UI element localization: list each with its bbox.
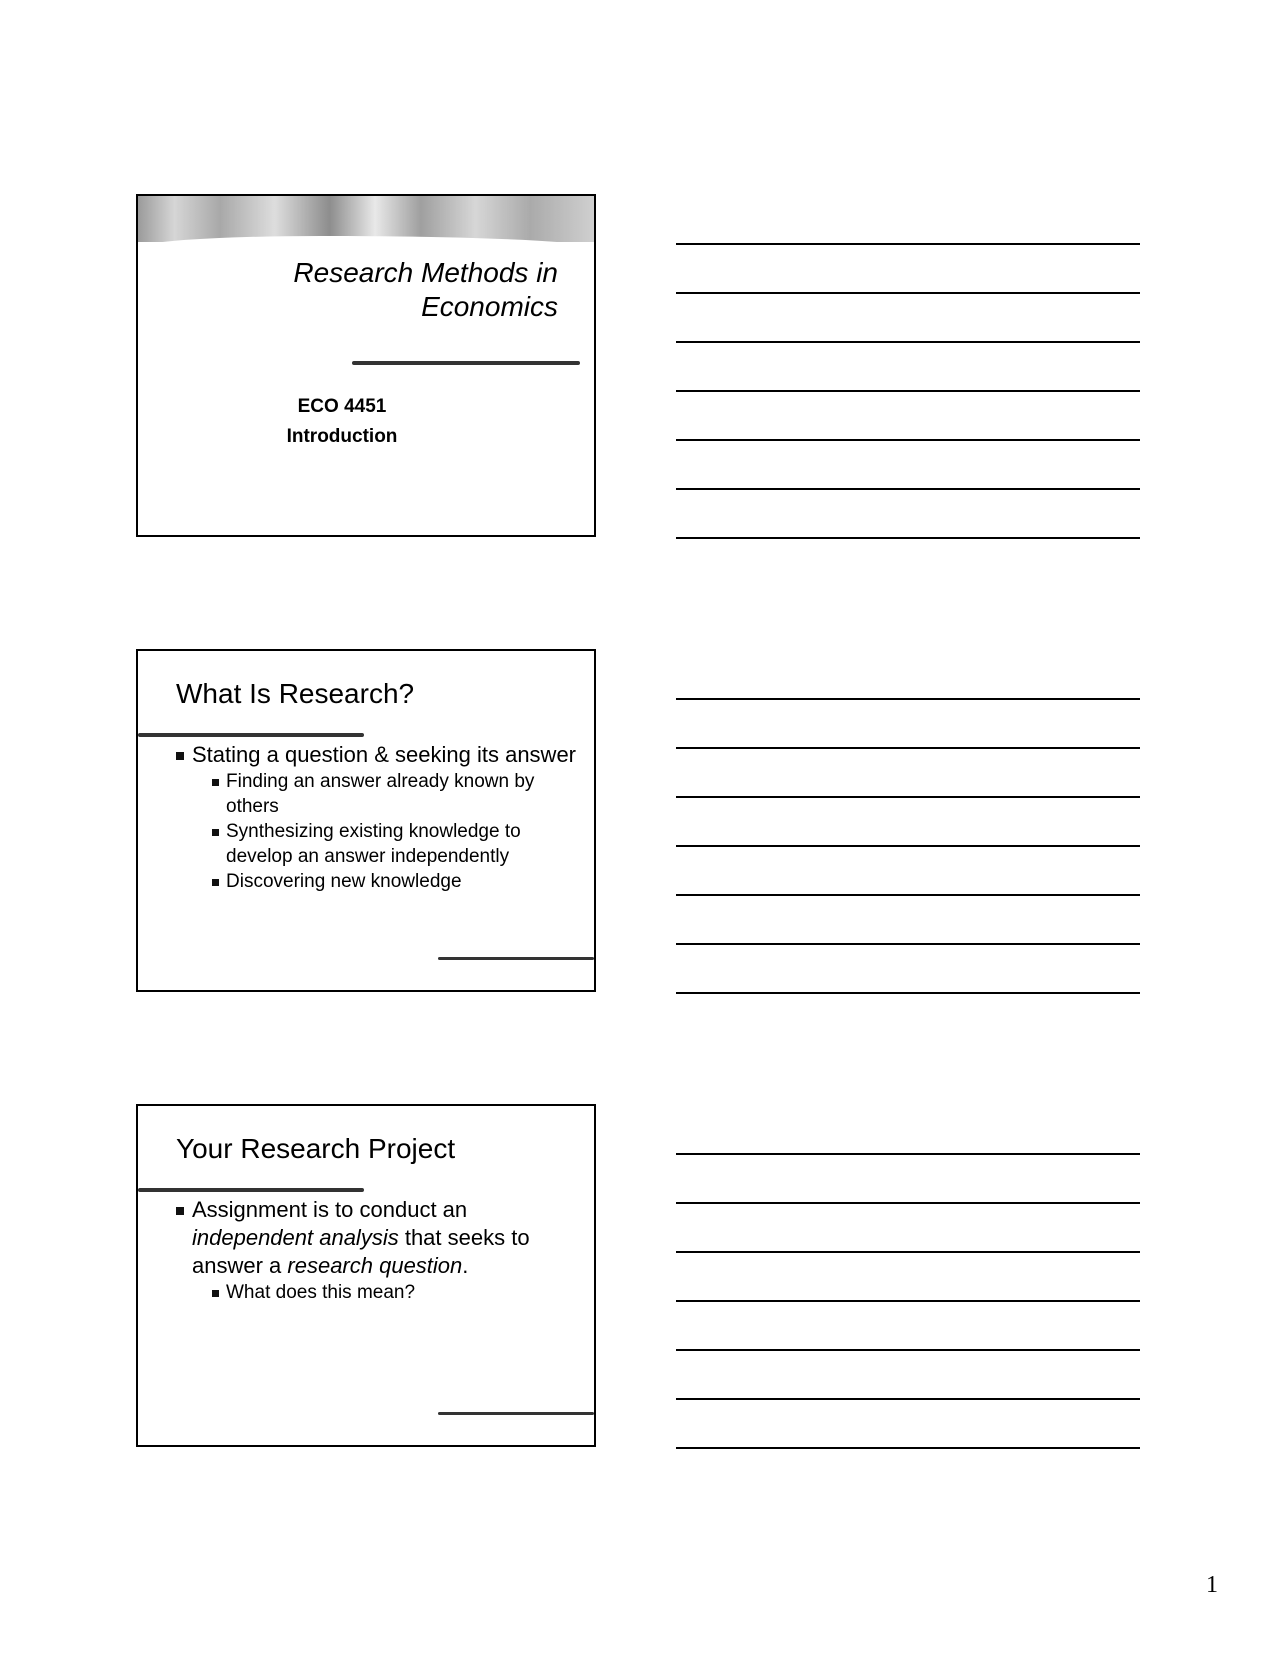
- title-divider: [138, 733, 364, 737]
- slide-your-research-project: [136, 1104, 596, 1447]
- slide-what-is-research: [136, 649, 596, 992]
- bullet-emphasis: independent analysis: [192, 1225, 399, 1250]
- note-line: [676, 1300, 1140, 1302]
- bullet-list: [176, 1196, 576, 1305]
- bullet-emphasis: research question: [287, 1253, 463, 1278]
- bullet-item: [176, 741, 576, 894]
- note-line: [676, 992, 1140, 994]
- sub-bullet-list: [192, 1280, 576, 1305]
- title-divider: [138, 1188, 364, 1192]
- note-line: [676, 845, 1140, 847]
- bullet-item: [176, 1196, 576, 1305]
- course-code: ECO 4451: [297, 396, 387, 417]
- sub-bullet-item: What does this mean?: [212, 1280, 576, 1305]
- sub-bullet-list: [192, 769, 576, 894]
- cover-title-line-1: Research Methods in: [293, 257, 558, 288]
- note-line: [676, 1153, 1140, 1155]
- note-line: [676, 439, 1140, 441]
- notes-lines-slide-1: [676, 243, 1140, 586]
- note-line: [676, 1447, 1140, 1449]
- note-line: [676, 390, 1140, 392]
- cover-title: [198, 256, 558, 324]
- note-line: [676, 1349, 1140, 1351]
- slide-title: What Is Research?: [176, 678, 415, 709]
- note-line: [676, 1251, 1140, 1253]
- lecture-topic: Introduction: [286, 426, 398, 447]
- bullet-text: Stating a question & seeking its answer: [192, 742, 577, 767]
- note-line: [676, 1398, 1140, 1400]
- sub-bullet-item: Finding an answer already known by others: [212, 769, 576, 819]
- note-line: [676, 341, 1140, 343]
- note-line: [676, 292, 1140, 294]
- slide-cover: [136, 194, 596, 537]
- bullet-list: [176, 741, 576, 894]
- note-line: [676, 243, 1140, 245]
- sub-bullet-item: Synthesizing existing knowledge to develop an answer independently: [212, 819, 576, 869]
- decorative-banner: [138, 196, 594, 242]
- note-line: [676, 698, 1140, 700]
- note-line: [676, 537, 1140, 539]
- note-line: [676, 488, 1140, 490]
- note-line: [676, 943, 1140, 945]
- page-number: 1: [1206, 1572, 1218, 1598]
- sub-bullet-item: Discovering new knowledge: [212, 869, 576, 894]
- slide-title: Your Research Project: [176, 1133, 456, 1164]
- note-line: [676, 747, 1140, 749]
- bottom-divider: [438, 1412, 594, 1415]
- bullet-text-part: Assignment is to conduct an: [192, 1197, 468, 1222]
- cover-divider: [352, 361, 580, 365]
- notes-lines-slide-2: [676, 698, 1140, 1041]
- note-line: [676, 894, 1140, 896]
- cover-title-line-2: Economics: [421, 291, 558, 322]
- notes-lines-slide-3: [676, 1153, 1140, 1496]
- note-line: [676, 1202, 1140, 1204]
- bullet-text-part: that seeks to answer a: [192, 1225, 530, 1278]
- bottom-divider: [438, 957, 594, 960]
- cover-subtitle: [262, 392, 422, 452]
- bullet-text-part: .: [462, 1253, 469, 1278]
- note-line: [676, 796, 1140, 798]
